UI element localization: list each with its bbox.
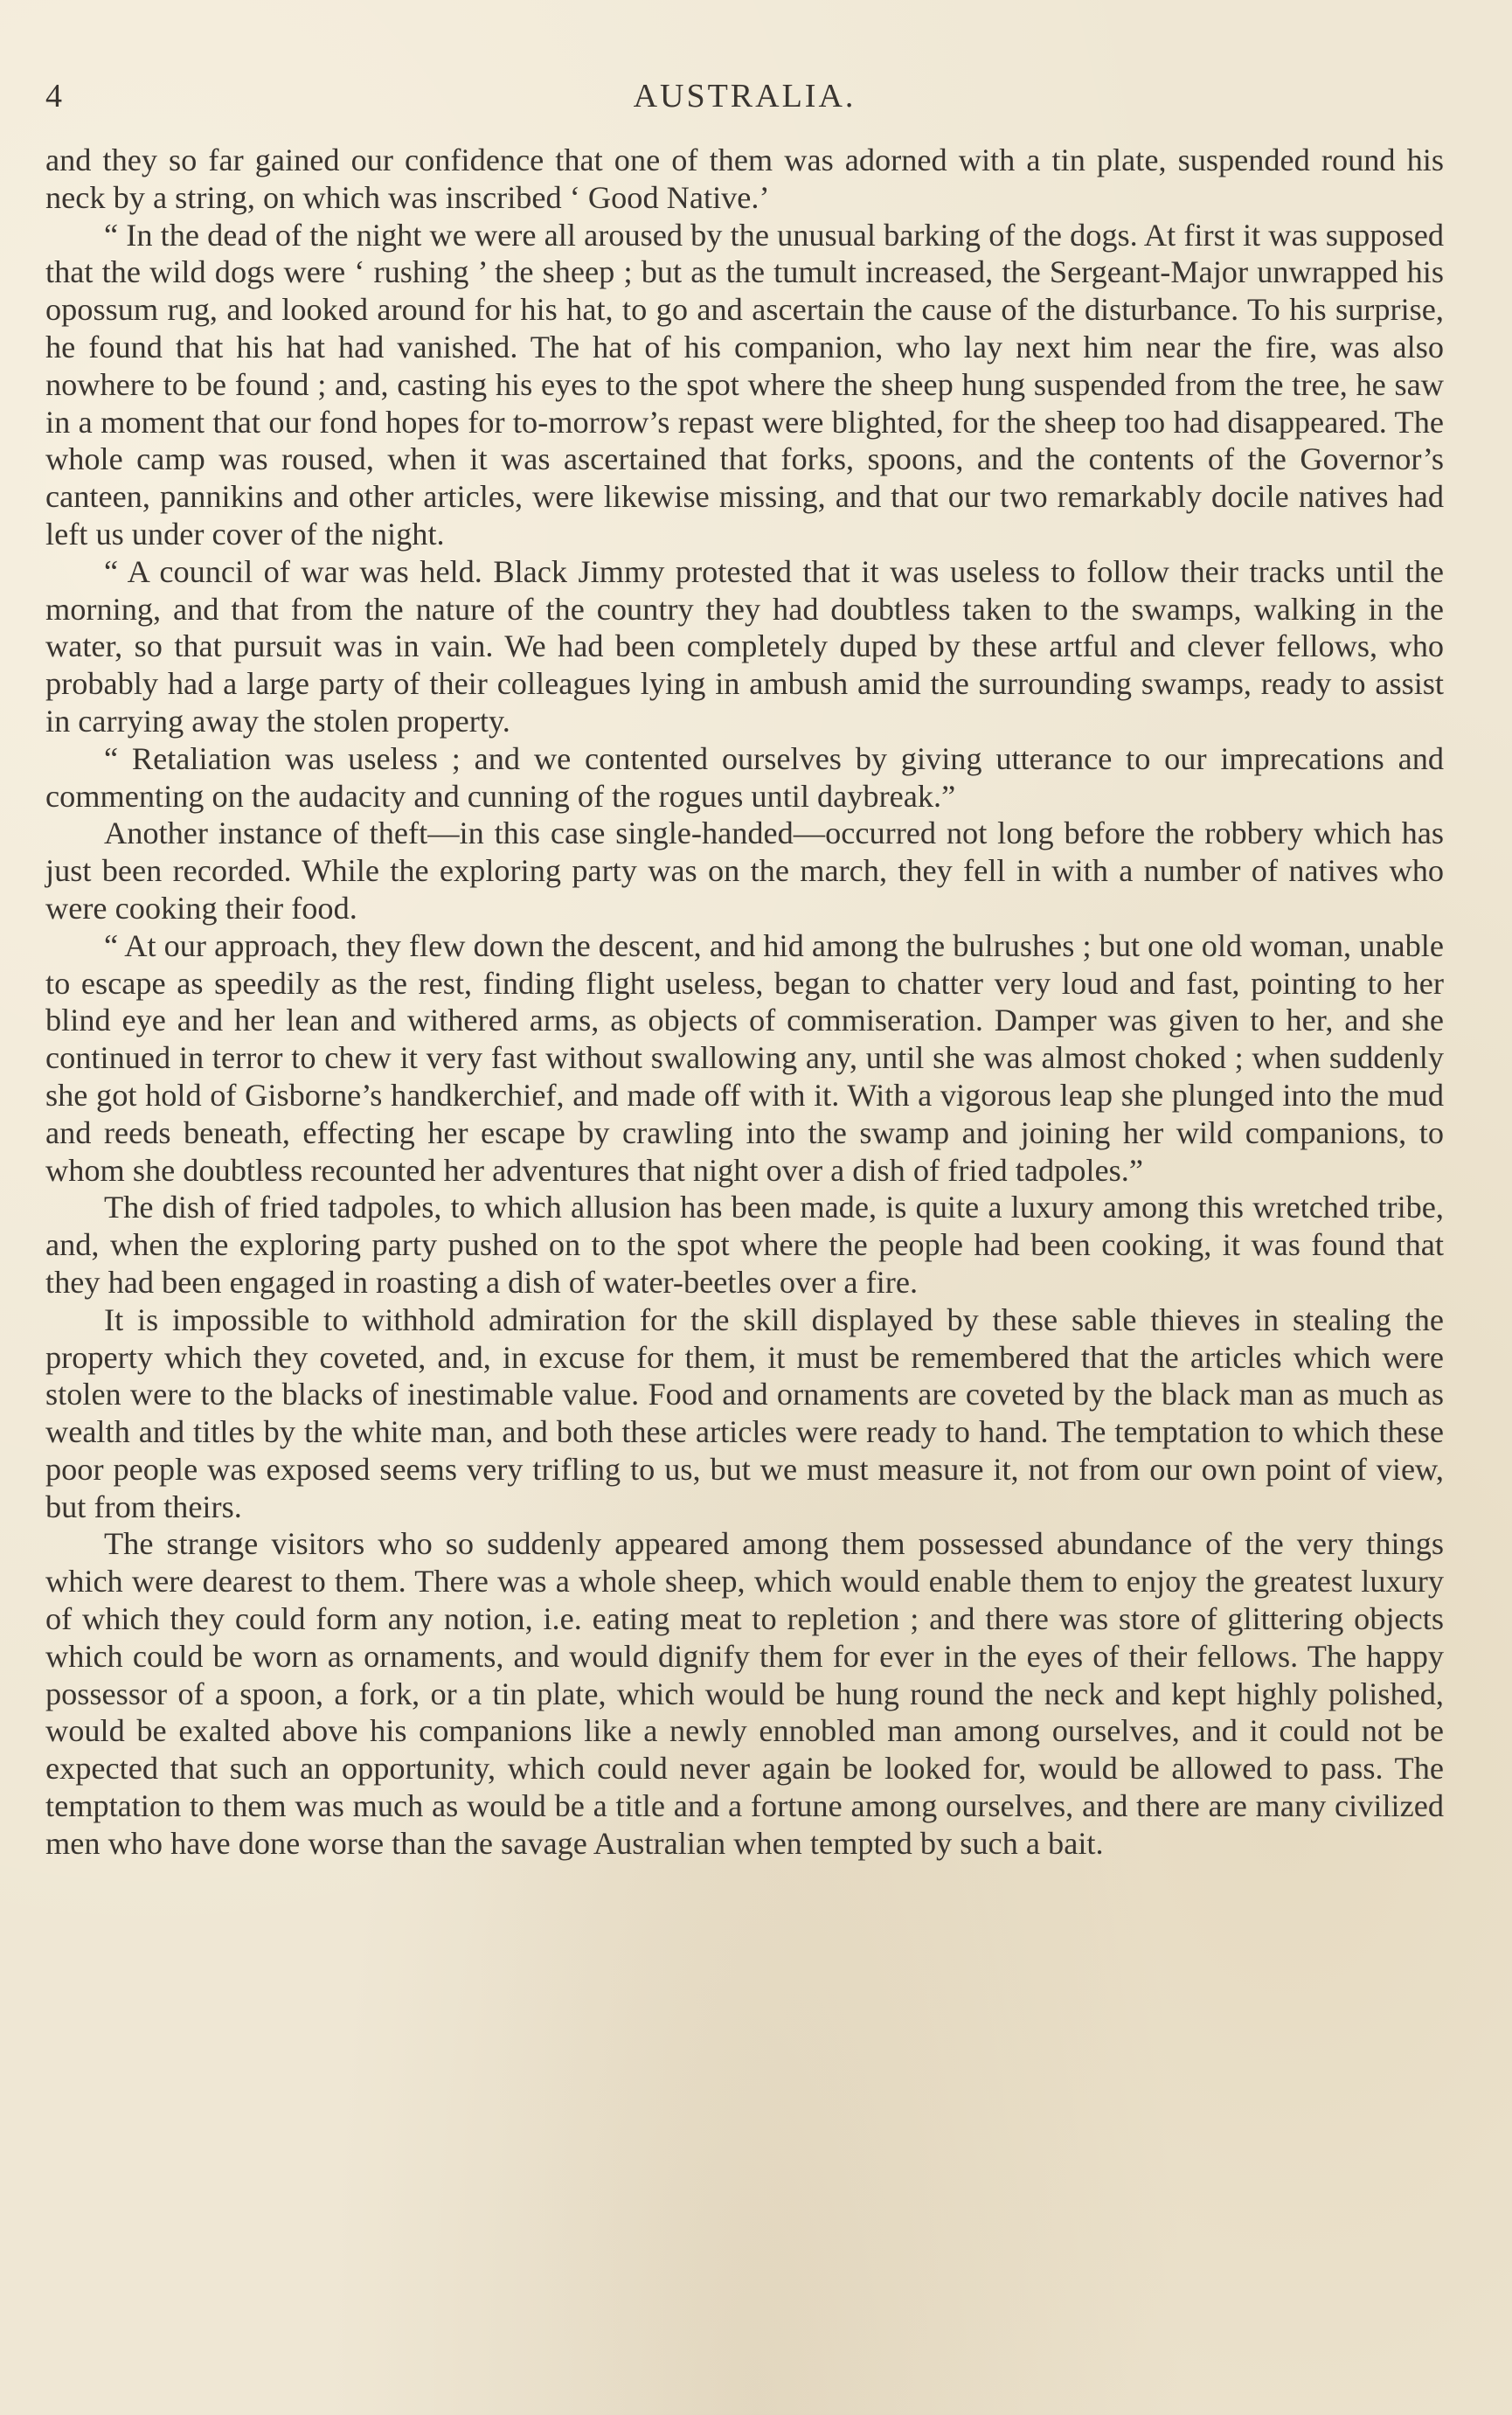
page-number: 4 (45, 78, 63, 115)
paragraph: and they so far gained our confidence that one of them was adorned with a tin plate, suspended round his neck by a string, on which was inscribed ‘ Good Native.’ (45, 142, 1444, 215)
paragraph: “ Retaliation was useless ; and we contented ourselves by giving utterance to our imprecations and commenting on the audacity and cunning of the rogues until daybreak.” (45, 740, 1444, 814)
paragraph: “ In the dead of the night we were all aroused by the unusual barking of the dogs. At first it was supposed that the wild dogs were ‘ rushing ’ the sheep ; but as the tumult increased, the Sergeant-Major unwrapped his opossum rug, and looked around for his hat, to go and ascertain the cause of the disturbance. To his surprise, he found that his hat had vanished. The hat of his companion, who lay next him near the fire, was also nowhere to be found ; and, casting his eyes to the spot where the sheep hung suspended from the tree, he saw in a moment that our fond hopes for to-morrow’s repast were blighted, for the sheep too had disappeared. The whole camp was roused, when it was ascertained that forks, spoons, and the contents of the Governor’s canteen, pannikins and other articles, were likewise missing, and that our two remarkably docile natives had left us under cover of the night. (45, 217, 1444, 552)
paragraph: Another instance of theft—in this case single-handed—occurred not long before the robbery which has just been recorded. While the exploring party was on the march, they fell in with a number of natives who were cooking their food. (45, 815, 1444, 926)
paragraph: The dish of fried tadpoles, to which allusion has been made, is quite a luxury among this wretched tribe, and, when the exploring party pushed on to the spot where the people had been cooking, it was found that they had been engaged in roasting a dish of water-beetles over a fire. (45, 1190, 1444, 1300)
book-page (45, 77, 1444, 1863)
body-text (45, 142, 1444, 1863)
running-title: AUSTRALIA. (633, 78, 857, 115)
running-head (45, 77, 1444, 129)
paragraph: It is impossible to withhold admiration for the skill displayed by these sable thieves in stealing the property which they coveted, and, in excuse for them, it must be remembered that the articles which were stolen were to the blacks of inestimable value. Food and ornaments are coveted by the black man as much as wealth and titles by the white man, and both these articles were ready to hand. The temptation to which these poor people was exposed seems very trifling to us, but we must measure it, not from our own point of view, but from theirs. (45, 1301, 1444, 1524)
paragraph: “ A council of war was held. Black Jimmy protested that it was useless to follow their tracks until the morning, and that from the nature of the country they had doubtless taken to the swamps, walking in the water, so that pursuit was in vain. We had been completely duped by these artful and clever fellows, who probably had a large party of their colleagues lying in ambush amid the surrounding swamps, ready to assist in carrying away the stolen property. (45, 553, 1444, 739)
paragraph: “ At our approach, they flew down the descent, and hid among the bulrushes ; but one old woman, unable to escape as speedily as the rest, finding flight useless, began to chatter very loud and fast, pointing to her blind eye and her lean and withered arms, as objects of commiseration. Damper was given to her, and she continued in terror to chew it very fast without swallowing any, until she was almost choked ; when suddenly she got hold of Gisborne’s handkerchief, and made off with it. With a vigorous leap she plunged into the mud and reeds beneath, effecting her escape by crawling into the swamp and joining her wild companions, to whom she doubtless recounted her adventures that night over a dish of fried tadpoles.” (45, 927, 1444, 1188)
paragraph: The strange visitors who so suddenly appeared among them possessed abundance of the very things which were dearest to them. There was a whole sheep, which would enable them to enjoy the greatest luxury of which they could form any notion, i.e. eating meat to repletion ; and there was store of glittering objects which could be worn as ornaments, and would dignify them for ever in the eyes of their fellows. The happy possessor of a spoon, a fork, or a tin plate, which would be hung round the neck and kept highly polished, would be exalted above his companions like a newly ennobled man among ourselves, and it could not be expected that such an opportunity, which could never again be looked for, would be allowed to pass. The temptation to them was much as would be a title and a fortune among ourselves, and there are many civilized men who have done worse than the savage Australian when tempted by such a bait. (45, 1526, 1444, 1861)
